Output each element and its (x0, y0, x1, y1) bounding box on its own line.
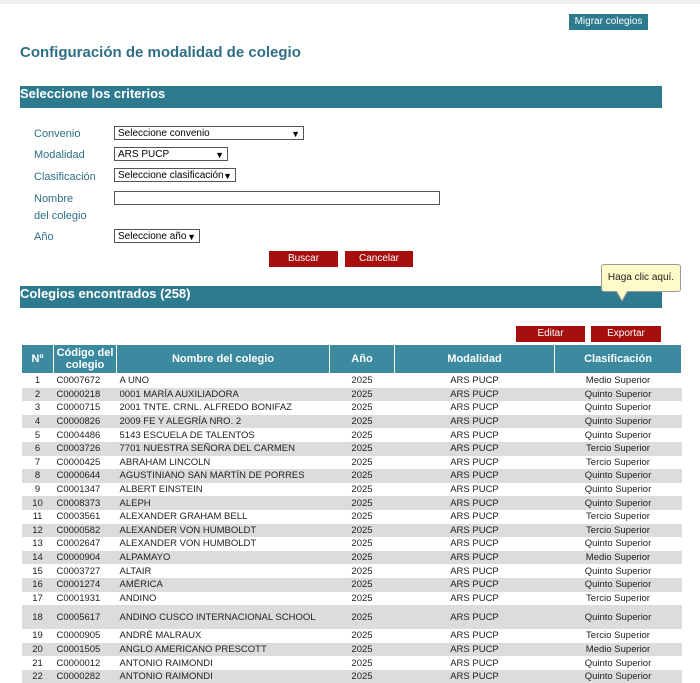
row-clasificacion: Medio Superior (555, 374, 682, 388)
row-clasificacion: Quinto Superior (555, 564, 682, 578)
row-codigo: C0000012 (54, 656, 117, 670)
col-header-modalidad[interactable]: Modalidad (395, 345, 555, 374)
row-clasificacion: Tercio Superior (555, 524, 682, 538)
row-codigo: C0002647 (54, 537, 117, 551)
row-number: 10 (22, 496, 54, 510)
row-anio: 2025 (330, 592, 395, 606)
row-nombre: AGUSTINIANO SAN MARTÍN DE PORRES (117, 469, 330, 483)
row-modalidad: ARS PUCP (395, 496, 555, 510)
row-modalidad: ARS PUCP (395, 578, 555, 592)
row-modalidad: ARS PUCP (395, 551, 555, 565)
table-row[interactable] (22, 605, 682, 629)
row-anio: 2025 (330, 656, 395, 670)
table-row[interactable] (22, 537, 682, 551)
row-anio: 2025 (330, 643, 395, 657)
row-nombre: ALBERT EINSTEIN (117, 483, 330, 497)
row-codigo: C0004486 (54, 428, 117, 442)
row-nombre: ANTONIO RAIMONDI (117, 656, 330, 670)
table-row[interactable] (22, 374, 682, 388)
row-number: 16 (22, 578, 54, 592)
row-modalidad: ARS PUCP (395, 656, 555, 670)
chevron-down-icon: ▼ (187, 232, 196, 242)
row-nombre: ALEXANDER GRAHAM BELL (117, 510, 330, 524)
row-anio: 2025 (330, 629, 395, 643)
table-row[interactable] (22, 629, 682, 643)
row-anio: 2025 (330, 415, 395, 429)
row-modalidad: ARS PUCP (395, 524, 555, 538)
row-clasificacion: Quinto Superior (555, 469, 682, 483)
col-header-num[interactable]: Nº (22, 345, 54, 374)
table-row[interactable] (22, 401, 682, 415)
row-number: 17 (22, 592, 54, 606)
row-codigo: C0000904 (54, 551, 117, 565)
row-codigo: C0000282 (54, 670, 117, 683)
row-number: 13 (22, 537, 54, 551)
row-clasificacion: Tercio Superior (555, 456, 682, 470)
row-clasificacion: Quinto Superior (555, 537, 682, 551)
row-anio: 2025 (330, 374, 395, 388)
row-modalidad: ARS PUCP (395, 442, 555, 456)
chevron-down-icon: ▼ (223, 171, 232, 181)
row-clasificacion: Tercio Superior (555, 510, 682, 524)
row-nombre: 2001 TNTE. CRNL. ALFREDO BONIFAZ (117, 401, 330, 415)
row-anio: 2025 (330, 483, 395, 497)
results-section-header (20, 286, 662, 308)
row-nombre: AMÉRICA (117, 578, 330, 592)
row-number: 8 (22, 469, 54, 483)
row-number: 7 (22, 456, 54, 470)
chevron-down-icon: ▼ (291, 129, 300, 139)
row-number: 2 (22, 388, 54, 402)
row-number: 15 (22, 564, 54, 578)
row-codigo: C0003561 (54, 510, 117, 524)
row-number: 9 (22, 483, 54, 497)
row-clasificacion: Quinto Superior (555, 483, 682, 497)
modalidad-select-value: ARS PUCP (118, 149, 170, 160)
chevron-down-icon: ▼ (215, 150, 224, 160)
row-anio: 2025 (330, 496, 395, 510)
row-anio: 2025 (330, 524, 395, 538)
row-nombre: ALEXANDER VON HUMBOLDT (117, 537, 330, 551)
row-modalidad: ARS PUCP (395, 469, 555, 483)
nombre-label: Nombre (34, 193, 74, 205)
buscar-button[interactable]: Buscar (269, 251, 338, 267)
row-codigo: C0001931 (54, 592, 117, 606)
row-codigo: C0001274 (54, 578, 117, 592)
table-row[interactable] (22, 469, 682, 483)
col-header-nombre[interactable]: Nombre del colegio (117, 345, 330, 374)
row-anio: 2025 (330, 551, 395, 565)
row-modalidad: ARS PUCP (395, 415, 555, 429)
table-row[interactable] (22, 415, 682, 429)
row-number: 5 (22, 428, 54, 442)
row-modalidad: ARS PUCP (395, 605, 555, 629)
modalidad-select[interactable] (114, 147, 228, 161)
clasificacion-select[interactable] (114, 168, 236, 182)
row-clasificacion: Medio Superior (555, 643, 682, 657)
convenio-select[interactable] (114, 126, 304, 140)
row-codigo: C0005617 (54, 605, 117, 629)
tooltip-tail-fill (617, 291, 627, 300)
row-clasificacion: Quinto Superior (555, 670, 682, 683)
row-codigo: C0000826 (54, 415, 117, 429)
row-nombre: ALPAMAYO (117, 551, 330, 565)
anio-select[interactable] (114, 229, 200, 243)
page-title: Configuración de modalidad de colegio (20, 44, 301, 61)
row-clasificacion: Quinto Superior (555, 656, 682, 670)
row-anio: 2025 (330, 428, 395, 442)
row-nombre: 2009 FE Y ALEGRÍA NRO. 2 (117, 415, 330, 429)
row-modalidad: ARS PUCP (395, 428, 555, 442)
row-number: 18 (22, 605, 54, 629)
nombre-label-line2: del colegio (34, 210, 87, 222)
table-row[interactable] (22, 578, 682, 592)
criteria-section-title: Seleccione los criterios (20, 86, 166, 101)
row-modalidad: ARS PUCP (395, 388, 555, 402)
row-codigo: C0000425 (54, 456, 117, 470)
row-modalidad: ARS PUCP (395, 401, 555, 415)
table-row[interactable] (22, 524, 682, 538)
row-clasificacion: Tercio Superior (555, 592, 682, 606)
row-anio: 2025 (330, 469, 395, 483)
table-row[interactable] (22, 656, 682, 670)
row-nombre: 5143 ESCUELA DE TALENTOS (117, 428, 330, 442)
row-clasificacion: Medio Superior (555, 551, 682, 565)
row-number: 6 (22, 442, 54, 456)
row-anio: 2025 (330, 605, 395, 629)
row-modalidad: ARS PUCP (395, 537, 555, 551)
row-number: 4 (22, 415, 54, 429)
row-modalidad: ARS PUCP (395, 629, 555, 643)
row-nombre: 0001 MARÍA AUXILIADORA (117, 388, 330, 402)
row-anio: 2025 (330, 578, 395, 592)
col-header-codigo[interactable]: Código del colegio (54, 345, 117, 374)
table-row[interactable] (22, 551, 682, 565)
modalidad-label: Modalidad (34, 149, 85, 161)
row-codigo: C0000582 (54, 524, 117, 538)
table-row[interactable] (22, 592, 682, 606)
row-modalidad: ARS PUCP (395, 592, 555, 606)
row-nombre: A UNO (117, 374, 330, 388)
convenio-label: Convenio (34, 128, 81, 140)
table-row[interactable] (22, 564, 682, 578)
row-anio: 2025 (330, 564, 395, 578)
row-nombre: ABRAHAM LINCOLN (117, 456, 330, 470)
top-strip (0, 0, 700, 4)
row-clasificacion: Quinto Superior (555, 415, 682, 429)
row-nombre: ANDINO CUSCO INTERNACIONAL SCHOOL (117, 605, 330, 629)
row-clasificacion: Quinto Superior (555, 578, 682, 592)
row-modalidad: ARS PUCP (395, 564, 555, 578)
row-nombre: ALTAIR (117, 564, 330, 578)
row-number: 19 (22, 629, 54, 643)
row-clasificacion: Quinto Superior (555, 496, 682, 510)
row-clasificacion: Quinto Superior (555, 388, 682, 402)
row-nombre: 7701 NUESTRA SEÑORA DEL CARMEN (117, 442, 330, 456)
convenio-select-value: Seleccione convenio (118, 128, 210, 139)
row-number: 21 (22, 656, 54, 670)
row-modalidad: ARS PUCP (395, 670, 555, 683)
row-clasificacion: Quinto Superior (555, 401, 682, 415)
table-row[interactable] (22, 510, 682, 524)
row-codigo: C0007672 (54, 374, 117, 388)
row-codigo: C0008373 (54, 496, 117, 510)
row-clasificacion: Quinto Superior (555, 605, 682, 629)
row-anio: 2025 (330, 537, 395, 551)
row-codigo: C0003727 (54, 564, 117, 578)
table-header-row (22, 345, 682, 374)
anio-select-value: Seleccione año (118, 231, 187, 242)
row-codigo: C0000715 (54, 401, 117, 415)
row-number: 12 (22, 524, 54, 538)
row-modalidad: ARS PUCP (395, 510, 555, 524)
anio-label: Año (34, 231, 54, 243)
migrar-colegios-button[interactable]: Migrar colegios (569, 14, 648, 30)
cancelar-button[interactable]: Cancelar (345, 251, 413, 267)
row-nombre: ANGLO AMERICANO PRESCOTT (117, 643, 330, 657)
row-codigo: C0000218 (54, 388, 117, 402)
table-row[interactable] (22, 388, 682, 402)
row-number: 22 (22, 670, 54, 683)
criteria-section-header (20, 86, 662, 108)
row-nombre: ANTONIO RAIMONDI (117, 670, 330, 683)
row-codigo: C0001505 (54, 643, 117, 657)
col-header-clasificacion[interactable]: Clasificación (555, 345, 682, 374)
colegios-table (21, 344, 682, 683)
row-codigo: C0000644 (54, 469, 117, 483)
table-row[interactable] (22, 428, 682, 442)
row-modalidad: ARS PUCP (395, 456, 555, 470)
row-anio: 2025 (330, 442, 395, 456)
results-section-title: Colegios encontrados (258) (20, 286, 191, 301)
exportar-button[interactable]: Exportar (591, 326, 661, 342)
clasificacion-select-value: Seleccione clasificación (118, 170, 224, 181)
row-clasificacion: Tercio Superior (555, 442, 682, 456)
table-row[interactable] (22, 456, 682, 470)
row-anio: 2025 (330, 388, 395, 402)
editar-button[interactable]: Editar (516, 326, 585, 342)
row-number: 3 (22, 401, 54, 415)
table-row[interactable] (22, 670, 682, 683)
table-row[interactable] (22, 442, 682, 456)
table-row[interactable] (22, 483, 682, 497)
nombre-colegio-input[interactable] (114, 191, 440, 205)
row-nombre: ANDRÉ MALRAUX (117, 629, 330, 643)
row-number: 1 (22, 374, 54, 388)
row-clasificacion: Quinto Superior (555, 428, 682, 442)
export-tooltip: Haga clic aquí. (601, 264, 681, 292)
row-anio: 2025 (330, 510, 395, 524)
clasificacion-label: Clasificación (34, 171, 96, 183)
row-nombre: ANDINO (117, 592, 330, 606)
row-codigo: C0003726 (54, 442, 117, 456)
table-row[interactable] (22, 496, 682, 510)
row-clasificacion: Tercio Superior (555, 629, 682, 643)
table-row[interactable] (22, 643, 682, 657)
row-anio: 2025 (330, 670, 395, 683)
row-number: 11 (22, 510, 54, 524)
row-nombre: ALEPH (117, 496, 330, 510)
row-nombre: ALEXANDER VON HUMBOLDT (117, 524, 330, 538)
row-anio: 2025 (330, 401, 395, 415)
row-codigo: C0001347 (54, 483, 117, 497)
row-modalidad: ARS PUCP (395, 483, 555, 497)
row-number: 14 (22, 551, 54, 565)
row-modalidad: ARS PUCP (395, 374, 555, 388)
col-header-anio[interactable]: Año (330, 345, 395, 374)
row-modalidad: ARS PUCP (395, 643, 555, 657)
row-number: 20 (22, 643, 54, 657)
row-codigo: C0000905 (54, 629, 117, 643)
row-anio: 2025 (330, 456, 395, 470)
